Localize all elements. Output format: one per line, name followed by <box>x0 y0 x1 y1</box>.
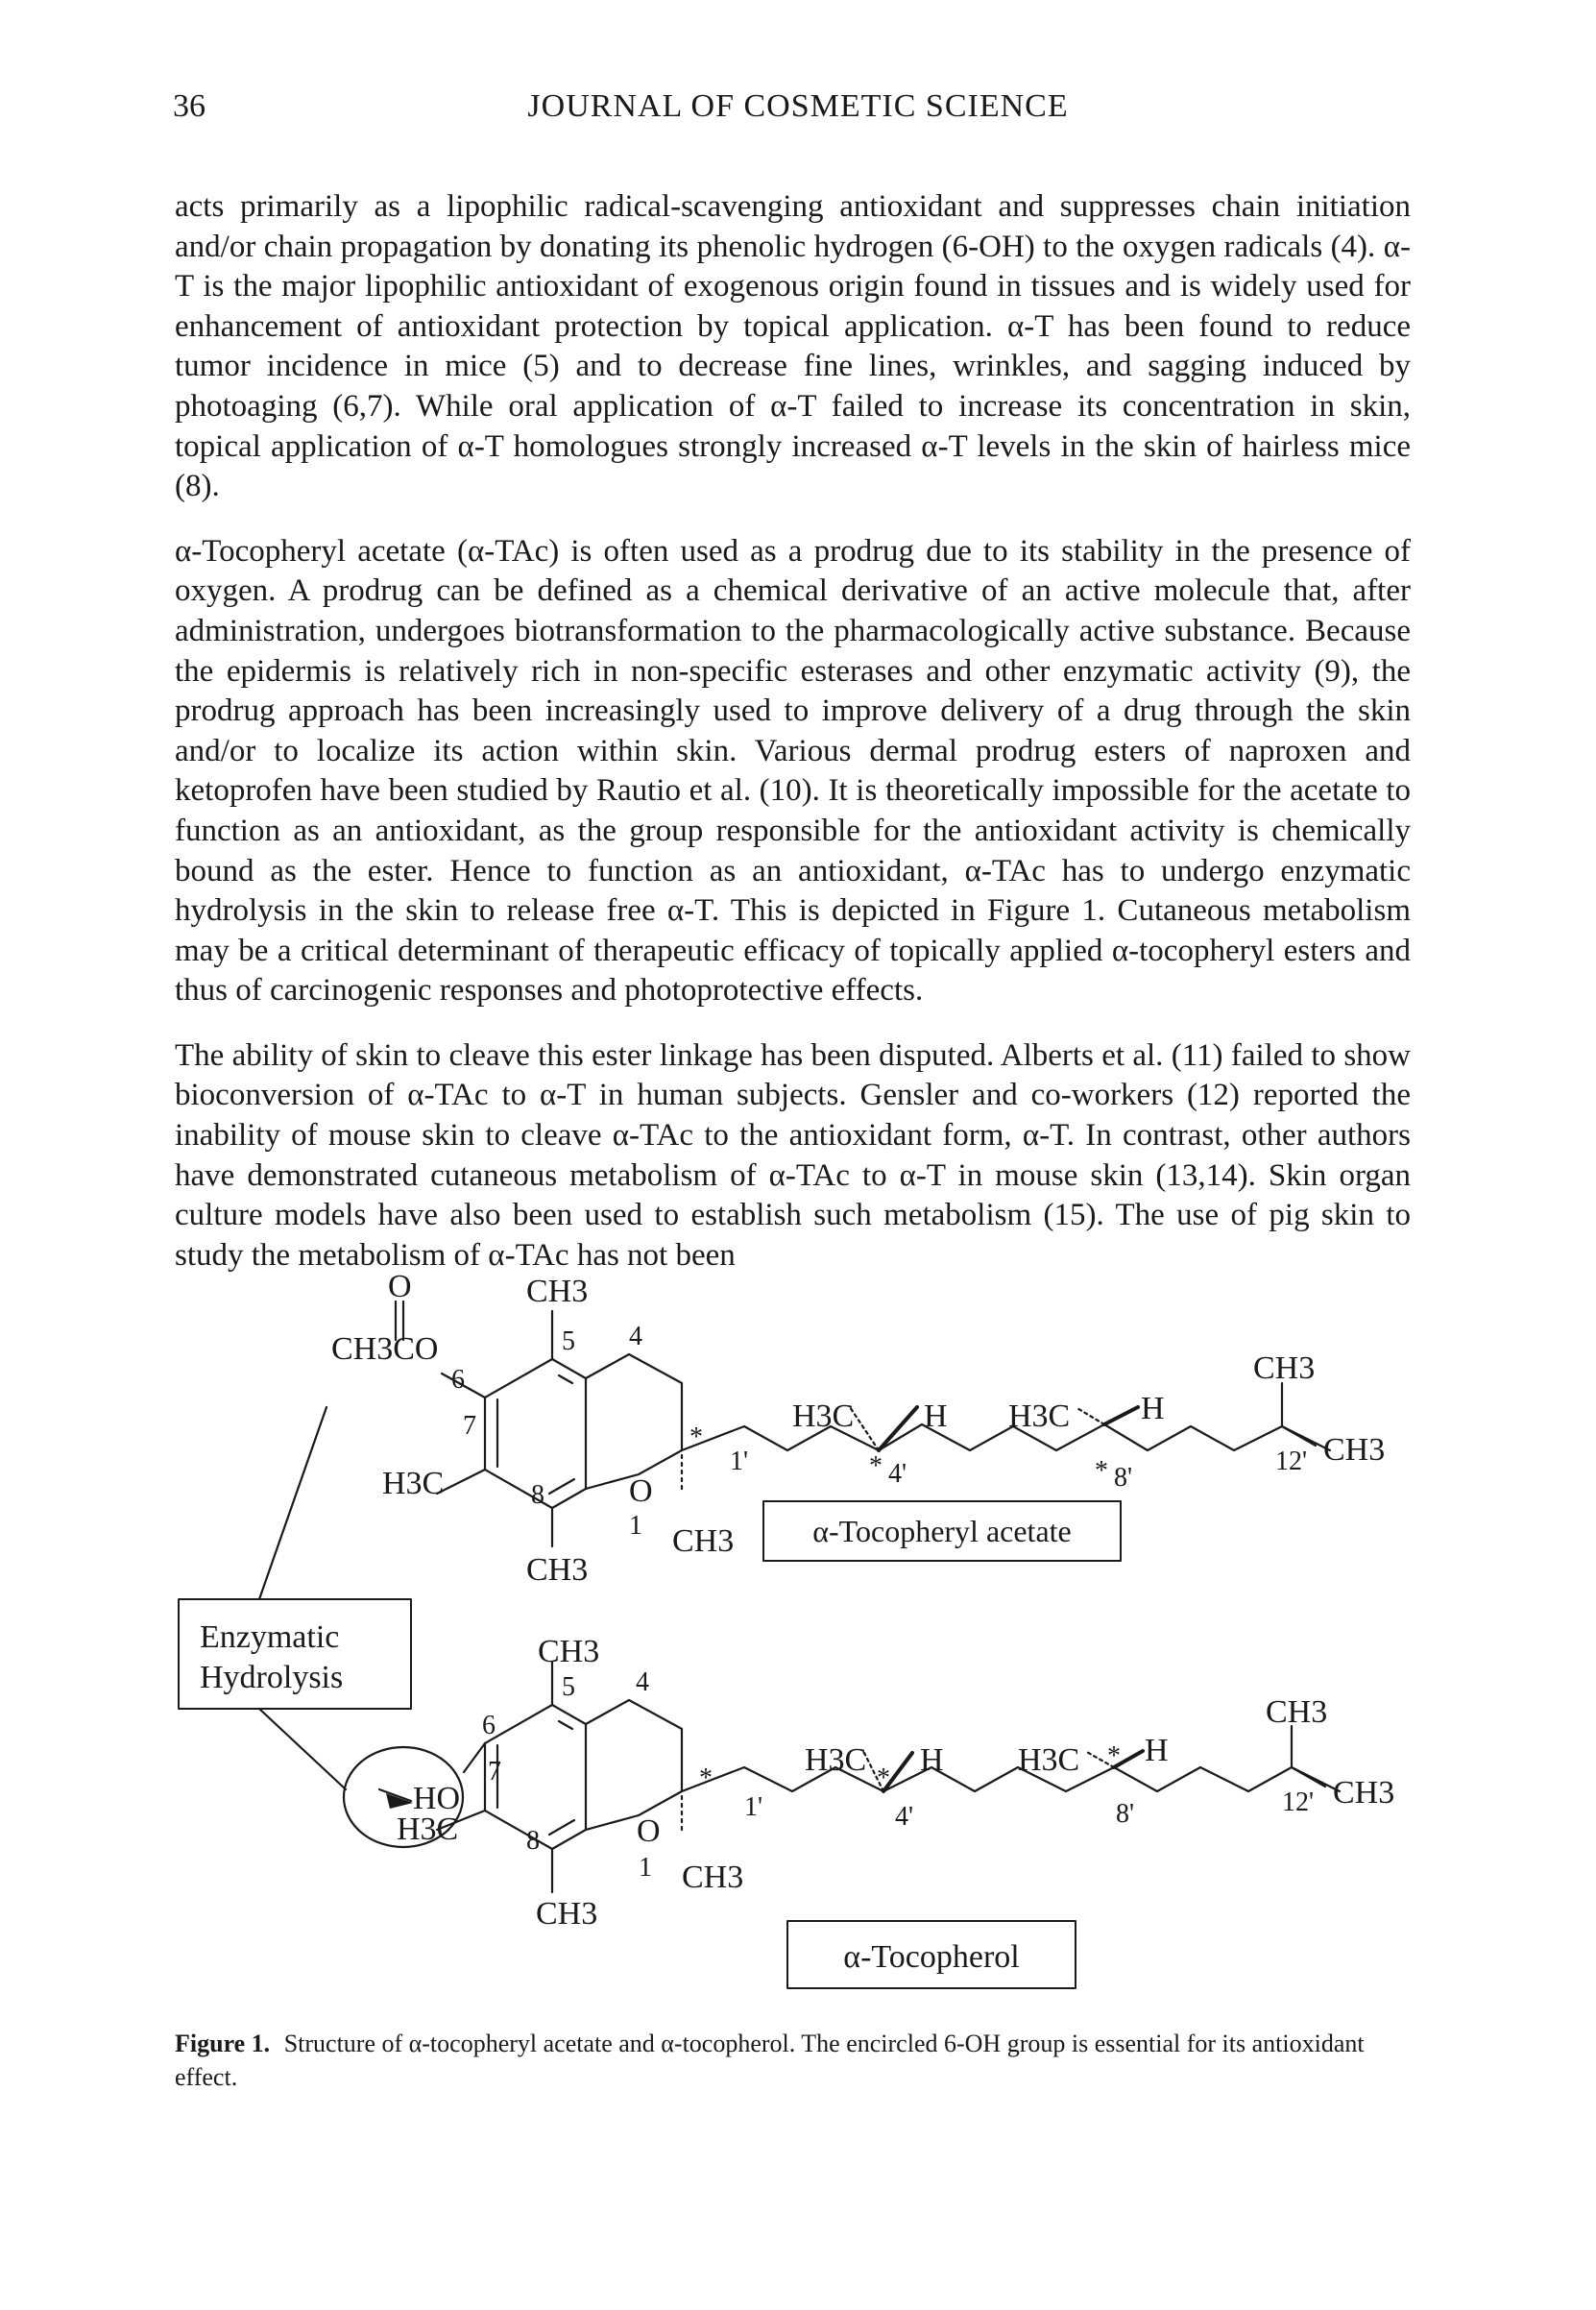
acetate-name: α-Tocopheryl acetate <box>812 1514 1072 1548</box>
locant-4: 4 <box>629 1322 642 1351</box>
h-8p-label: H <box>1141 1391 1165 1426</box>
hydrolysis-label <box>200 1619 343 1695</box>
paragraph-2: α-Tocopheryl acetate (α-TAc) is often used as a prodrug due to its stability in the presence of oxygen. A prodrug can be defined as a chemical derivative of an active molecule that, after administration, undergoes biotransformation to the pharmacologically active substance. Because the epidermis is relatively rich in non-specific esterases and other enzymatic activity (9), the prodrug approach has been increasingly used to improve delivery of a drug through the skin and/or to localize its action within skin. Various dermal prodrug esters of naproxen and ketoprofen have been studied by Rautio et al. (10). It is theoretically impossible for the acetate to function as an antioxidant, as the group responsible for the antioxidant activity is chemically bound as the ester. Hence to function as an antioxidant, α-TAc has to undergo enzymatic hydrolysis in the skin to release free α-T. This is depicted in Figure 1. Cutaneous metabolism may be a critical determinant of therapeutic efficacy of topically applied α-tocopheryl esters and thus of carcinogenic responses and photoprotective effects. <box>175 533 1411 1009</box>
chemical-structures <box>0 1269 1596 2041</box>
t-ring-oxygen-label: O <box>637 1813 661 1849</box>
locant-7: 7 <box>463 1411 476 1441</box>
t-stereo-star-8p: * <box>1107 1741 1121 1771</box>
ch3-2-label: CH3 <box>672 1523 735 1559</box>
figure-caption <box>175 2027 1411 2094</box>
t-locant-4: 4 <box>636 1667 649 1697</box>
ch3-8p-label: H3C <box>1008 1398 1071 1434</box>
locant-8: 8 <box>531 1480 544 1510</box>
t-locant-12p: 12' <box>1282 1787 1315 1817</box>
t-stereo-star-2: * <box>699 1763 713 1793</box>
ch3-4p-label: H3C <box>792 1398 855 1434</box>
hydroxyl-label: HO <box>413 1781 461 1816</box>
t-ch3-2-label: CH3 <box>682 1860 744 1895</box>
t-stereo-star-4p: * <box>877 1763 890 1793</box>
caption-text: Structure of α-tocopheryl acetate and α-tocopherol. The encircled 6-OH group is essential for its antioxidant effect. <box>175 2030 1365 2091</box>
locant-12p: 12' <box>1275 1447 1308 1476</box>
tocopherol-labels <box>397 1634 1394 1932</box>
body-text <box>175 187 1411 1301</box>
paragraph-3: The ability of skin to cleave this ester linkage has been disputed. Alberts et al. (11) failed to show bioconversion of α-TAc to α-T in human subjects. Gensler and co-workers (12) reported the inability of mouse skin to cleave α-TAc to the antioxidant form, α-T. In contrast, other authors have demonstrated cutaneous metabolism of α-TAc to α-T in mouse skin (13,14). Skin organ culture models have also been used to establish such metabolism (15). The use of pig skin to study the metabolism of α-TAc has not been <box>175 1037 1411 1273</box>
t-ch3-8p-label: H3C <box>1018 1742 1080 1778</box>
ch3-12p-right-label: CH3 <box>1323 1432 1386 1468</box>
t-locant-4p: 4' <box>895 1802 914 1832</box>
ch3-7-label: H3C <box>382 1466 445 1501</box>
tocopherol-name: α-Tocopherol <box>843 1939 1020 1975</box>
t-locant-7: 7 <box>488 1757 501 1787</box>
t-locant-1p: 1' <box>744 1792 763 1822</box>
hydrolysis-label-line2: Hydrolysis <box>200 1660 344 1695</box>
t-h-4p-label: H <box>920 1742 944 1778</box>
stereo-star-4p: * <box>869 1451 883 1481</box>
figure-1 <box>0 1269 1596 2041</box>
t-ch3-12p-top-label: CH3 <box>1266 1694 1328 1730</box>
ch3-8-label: CH3 <box>526 1552 589 1588</box>
ester-oxygen-label: O <box>388 1269 412 1304</box>
locant-5: 5 <box>562 1326 575 1356</box>
t-locant-8p: 8' <box>1116 1799 1135 1829</box>
paragraph-1: acts primarily as a lipophilic radical-scavenging antioxidant and suppresses chain initiation and/or chain propagation by donating its phenolic hydrogen (6-OH) to the oxygen radicals (4). α-T is the major lipophilic antioxidant of exogenous origin found in tissues and is widely used for enhancement of antioxidant protection by topical application. α-T has been found to reduce tumor incidence in mice (5) and to decrease fine lines, wrinkles, and sagging induced by photoaging (6,7). While oral application of α-T failed to increase its concentration in skin, topical application of α-T homologues strongly increased α-T levels in the skin of hairless mice (8). <box>175 189 1411 504</box>
stereo-star-8p: * <box>1095 1456 1108 1486</box>
running-head: JOURNAL OF COSMETIC SCIENCE <box>527 88 1069 124</box>
t-ch3-4p-label: H3C <box>805 1742 867 1778</box>
ester-group-label: CH3CO <box>331 1331 439 1367</box>
t-locant-5: 5 <box>562 1672 575 1702</box>
t-h-8p-label: H <box>1145 1733 1169 1768</box>
ring-oxygen-label: O <box>629 1473 653 1509</box>
locant-6: 6 <box>451 1365 465 1395</box>
hydrolysis-label-line1: Enzymatic <box>200 1619 340 1655</box>
t-locant-8: 8 <box>526 1826 540 1856</box>
locant-4p: 4' <box>888 1459 907 1489</box>
t-ch3-12p-right-label: CH3 <box>1333 1775 1395 1811</box>
t-ch3-5-label: CH3 <box>538 1634 600 1669</box>
acetate-locants <box>451 1322 1307 1541</box>
ch3-5-label: CH3 <box>526 1274 589 1309</box>
caption-label: Figure 1. <box>175 2030 271 2057</box>
t-locant-6: 6 <box>482 1711 496 1740</box>
t-ch3-7-label: H3C <box>397 1812 459 1847</box>
page-number: 36 <box>173 88 206 124</box>
locant-1p: 1' <box>730 1447 749 1476</box>
locant-1: 1 <box>629 1511 642 1541</box>
stereo-star-2: * <box>689 1422 703 1452</box>
t-locant-1: 1 <box>639 1853 652 1883</box>
ch3-12p-top-label: CH3 <box>1253 1350 1316 1386</box>
locant-8p: 8' <box>1114 1463 1133 1493</box>
h-4p-label: H <box>924 1398 948 1434</box>
t-ch3-8-label: CH3 <box>536 1896 598 1932</box>
